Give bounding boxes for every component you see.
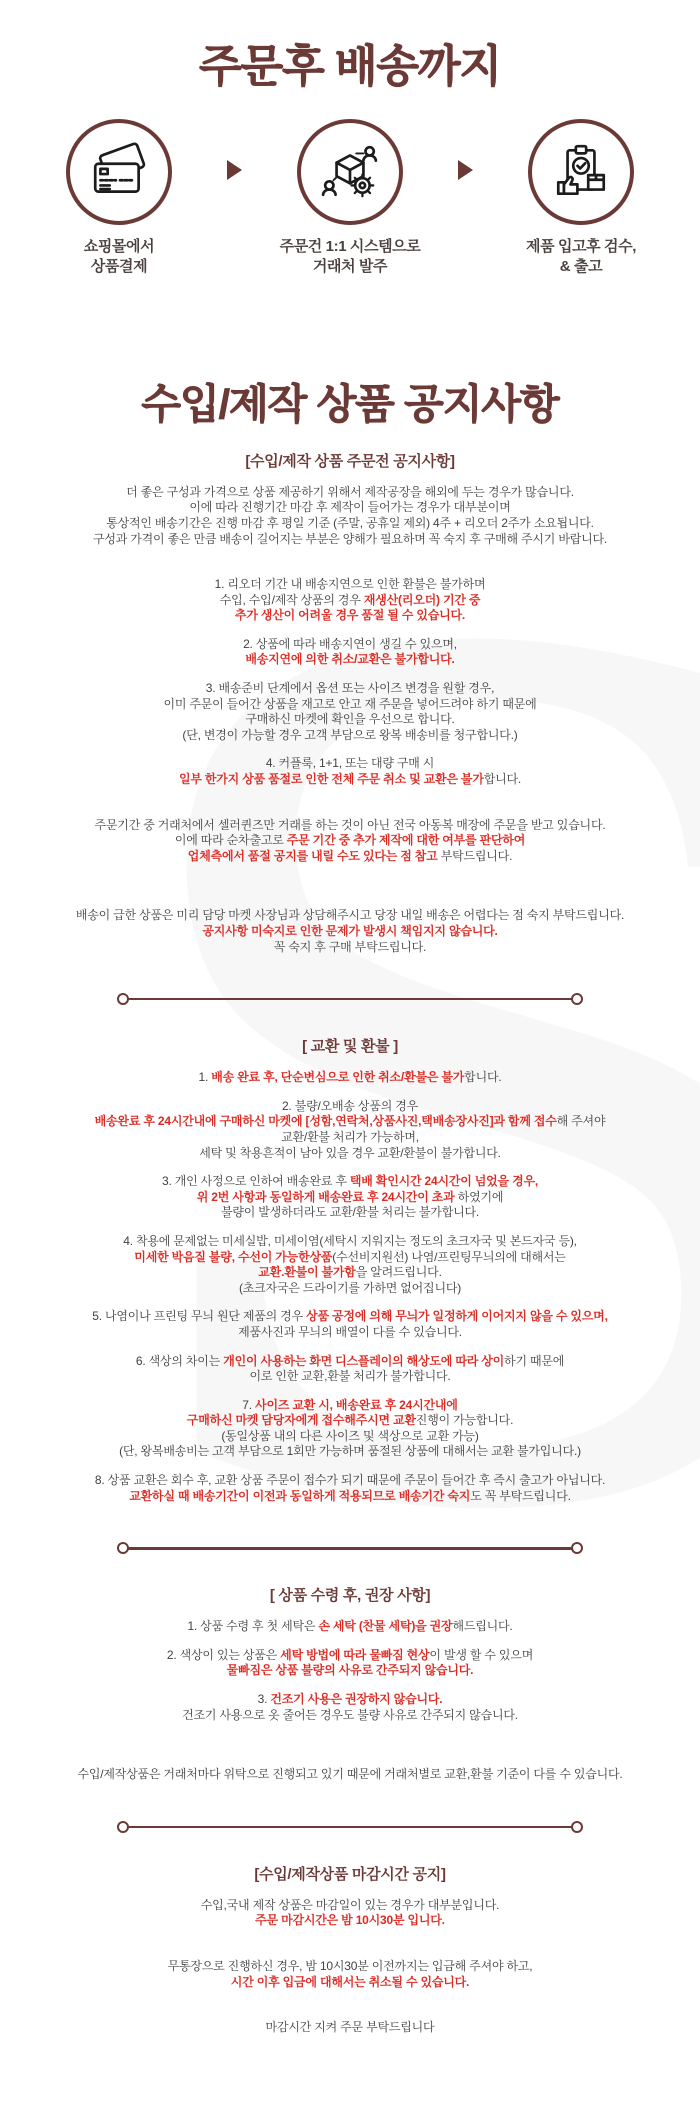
notice-paragraph — [30, 1174, 670, 1221]
section-heading: [수입/제작 상품 주문전 공지사항] — [245, 452, 455, 470]
text-segment: 구성과 가격이 좋은 만큼 배송이 길어지는 부분은 양해가 필요하며 꼭 숙지 후 구매해 주시기 바랍니다. — [92, 531, 608, 546]
text-segment: 교환/환불 처리가 가능하며, — [281, 1129, 419, 1144]
text-segment: 7. — [242, 1397, 256, 1412]
text-segment: 배송완료 후 24시간내에 구매하신 마켓에 [성함,연락처,상품사진,택배송장사진]과 함께 접수 — [94, 1114, 557, 1129]
text-segment: 1. 상품 수령 후 첫 세탁은 — [187, 1619, 319, 1634]
text-line — [30, 818, 670, 834]
section-divider — [117, 993, 583, 1005]
text-segment: 하기 때문에 — [504, 1353, 565, 1368]
text-segment: 4. 커플룩, 1+1, 또는 대량 구매 시 — [265, 756, 435, 771]
notice-paragraph — [30, 908, 670, 955]
section-divider — [117, 1542, 583, 1554]
notice-paragraph — [30, 1354, 670, 1385]
text-segment: 해드립니다. — [452, 1619, 513, 1634]
notice-paragraph — [30, 681, 670, 743]
text-segment: 수입/제작상품은 거래처마다 위탁으로 진행되고 있기 때문에 거래처별로 교환,환불 기준이 다를 수 있습니다. — [77, 1767, 623, 1782]
text-segment: 을 알려드립니다. — [355, 1265, 442, 1280]
text-segment: 공지사항 미숙지로 인한 문제가 발생시 책임지지 않습니다. — [202, 924, 498, 939]
step-label-line: 쇼핑몰에서 — [83, 237, 155, 255]
text-line — [30, 1369, 670, 1385]
divider-line — [128, 1826, 572, 1829]
step-order-system — [262, 119, 438, 277]
text-line — [30, 924, 670, 940]
notice-paragraph — [30, 485, 670, 547]
notice-section — [0, 450, 700, 955]
text-line — [30, 577, 670, 593]
text-segment: 세탁 및 착용흔적이 남아 있을 경우 교환/환불이 불가합니다. — [199, 1145, 501, 1160]
text-segment: 1. — [198, 1070, 212, 1085]
arrow-right-icon — [227, 160, 242, 180]
text-segment: 마감시간 지켜 주문 부탁드립니다 — [265, 2020, 435, 2035]
divider-dot — [571, 1821, 583, 1833]
text-line — [30, 1663, 670, 1679]
text-segment: 8. 상품 교환은 회수 후, 교환 상품 주문이 접수가 되기 때문에 주문이 들어간 후 즉시 출고가 아닙니다. — [94, 1473, 606, 1488]
text-segment: 교환.환불이 불가함 — [258, 1265, 356, 1280]
text-line — [30, 485, 670, 501]
notice-section — [0, 1035, 700, 1504]
divider-dot — [571, 993, 583, 1005]
notice-paragraph — [30, 637, 670, 668]
text-line — [30, 908, 670, 924]
text-segment: 해 주셔야 — [556, 1114, 606, 1129]
text-segment: 주문 기간 중 추가 제작에 대한 여부를 판단하여 — [286, 833, 526, 848]
notice-paragraph — [30, 1767, 670, 1783]
notice-title — [0, 381, 700, 428]
text-segment: 주문기간 중 거래처에서 셀러퀸즈만 거래를 하는 것이 아닌 전국 아동복 매장에 주문을 받고 있습니다. — [94, 817, 606, 832]
text-segment: 더 좋은 구성과 가격으로 상품 제공하기 위해서 제작공장을 해외에 두는 경우가 많습니다. — [126, 484, 574, 499]
text-segment: 이 발생 할 수 있으며 — [429, 1647, 534, 1662]
text-line — [30, 1250, 670, 1266]
text-segment: 건조기 사용은 권장하지 않습니다. — [270, 1692, 443, 1707]
notice-paragraph — [30, 1473, 670, 1504]
arrow-right-icon — [458, 160, 473, 180]
text-segment: 도 꼭 부탁드립니다. — [470, 1488, 571, 1503]
text-segment: 사이즈 교환 시, 배송완료 후 24시간내에 — [255, 1397, 458, 1412]
text-line — [30, 697, 670, 713]
text-line — [30, 772, 670, 788]
text-line — [30, 1692, 670, 1708]
text-line — [30, 2020, 670, 2036]
text-segment: 구매하신 마켓에 확인을 우선으로 합니다. — [245, 712, 455, 727]
text-segment: 3. — [257, 1692, 271, 1707]
step-label-line: 주문건 1:1 시스템으로 — [279, 237, 421, 255]
section-heading: [수입/제작상품 마감시간 공지] — [254, 1865, 446, 1883]
page-title-order-to-delivery — [0, 42, 700, 93]
notice-sections — [0, 450, 700, 2036]
text-line — [30, 1325, 670, 1341]
notice-paragraph — [30, 818, 670, 865]
notice-paragraph — [30, 1898, 670, 1929]
text-line — [30, 1309, 670, 1325]
text-line — [30, 1913, 670, 1929]
text-segment: 5. 나염이나 프린팅 무늬 원단 제품의 경우 — [92, 1309, 307, 1324]
text-segment: 건조기 사용으로 옷 줄어든 경우도 불량 사유로 간주되지 않습니다. — [182, 1707, 518, 1722]
text-line — [30, 1648, 670, 1664]
notice-paragraph — [30, 1619, 670, 1635]
text-segment: 배송지연에 의한 취소/교환은 불가합니다. — [245, 652, 455, 667]
text-segment: 이에 따라 순차출고로 — [174, 833, 287, 848]
text-line — [30, 833, 670, 849]
order-process-steps — [0, 119, 700, 277]
text-segment: (단, 왕복배송비는 고객 부담으로 1회만 가능하며 품절된 상품에 대해서는 교환 불가입니다.) — [119, 1444, 581, 1459]
text-segment: 1. 리오더 기간 내 배송지연으로 인한 환불은 불가하며 — [214, 577, 486, 592]
text-line — [30, 1413, 670, 1429]
notice-title-text: 수입/제작 상품 공지사항 — [141, 380, 559, 427]
text-line — [30, 1130, 670, 1146]
text-segment: 배송 완료 후, 단순변심으로 인한 취소/환불은 불가 — [211, 1070, 465, 1085]
notice-section — [0, 1584, 700, 1783]
notice-paragraph — [30, 577, 670, 624]
text-segment: 택배 확인시간 24시간이 넘었을 경우, — [349, 1174, 538, 1189]
notice-paragraph — [30, 1398, 670, 1460]
text-segment: 3. 개인 사정으로 인하여 배송완료 후 — [161, 1174, 350, 1189]
text-segment: 시간 이후 입금에 대해서는 취소될 수 있습니다. — [230, 1974, 470, 1989]
text-line — [30, 756, 670, 772]
notice-paragraph — [30, 1234, 670, 1296]
text-line — [30, 1146, 670, 1162]
step-label-line: 상품결제 — [90, 257, 148, 275]
text-segment: 3. 배송준비 단계에서 옵션 또는 사이즈 변경을 원할 경우, — [205, 681, 495, 696]
text-segment: 무통장으로 진행하신 경우, 밤 10시30분 이전까지는 입금해 주셔야 하고, — [167, 1959, 533, 1974]
text-segment: 2. 색상이 있는 상품은 — [166, 1647, 281, 1662]
step-payment — [31, 119, 207, 277]
text-segment: 합니다. — [464, 1070, 502, 1085]
text-segment: (초크자국은 드라이기를 가하면 없어집니다) — [238, 1280, 462, 1295]
text-segment: 불량이 발생하더라도 교환/환불 처리는 불가합니다. — [220, 1205, 480, 1220]
text-segment: 배송이 급한 상품은 미리 담당 마켓 사장님과 상담해주시고 당장 내일 배송은 어렵다는 점 숙지 부탁드립니다. — [75, 908, 625, 923]
text-segment: 업체측에서 품절 공지를 내릴 수도 있다는 점 참고 — [187, 848, 438, 863]
text-line — [30, 1489, 670, 1505]
credit-card-icon — [66, 119, 172, 225]
text-line — [30, 1114, 670, 1130]
step-label — [31, 237, 207, 277]
text-segment: 손 세탁 (찬물 세탁)을 권장 — [318, 1619, 453, 1634]
notice-paragraph — [30, 1648, 670, 1679]
text-line — [30, 681, 670, 697]
text-segment: 주문 마감시간은 밤 10시30분 입니다. — [255, 1913, 445, 1928]
text-segment: 위 2번 사항과 동일하게 배송완료 후 24시간이 초과 — [196, 1189, 455, 1204]
section-heading: [ 상품 수령 후, 권장 사항] — [269, 1587, 431, 1605]
text-segment: 2. 상품에 따라 배송지연이 생길 수 있으며, — [243, 636, 457, 651]
text-line — [30, 1473, 670, 1489]
text-segment: 상품 공정에 의해 무늬가 일정하게 이어지지 않을 수 있으며, — [306, 1309, 608, 1324]
section-divider — [117, 1821, 583, 1833]
text-line — [30, 1099, 670, 1115]
text-line — [30, 532, 670, 548]
text-line — [30, 1190, 670, 1206]
text-segment: 이에 따라 진행기간 마감 후 제작이 들어가는 경우가 대부분이며 — [189, 500, 511, 515]
text-segment: 구매하신 마켓 담당자에게 접수해주시면 교환 — [186, 1413, 416, 1428]
page-title-text: 주문후 배송까지 — [199, 42, 501, 91]
text-line — [30, 516, 670, 532]
text-segment: 재생산(리오더) 기간 중 — [363, 592, 481, 607]
text-line — [30, 1205, 670, 1221]
notice-paragraph — [30, 756, 670, 787]
text-segment: 이로 인한 교환,환불 처리가 불가합니다. — [249, 1369, 451, 1384]
notice-section — [0, 1863, 700, 2036]
divider-line — [128, 1547, 572, 1550]
text-segment: 이미 주문이 들어간 상품을 재고로 안고 재 주문을 넣어드려야 하기 때문에 — [163, 696, 537, 711]
step-label — [493, 237, 669, 277]
text-line — [30, 593, 670, 609]
text-line — [30, 1398, 670, 1414]
notice-paragraph — [30, 2020, 670, 2036]
text-line — [30, 608, 670, 624]
section-heading: [ 교환 및 환불 ] — [302, 1038, 398, 1056]
text-segment: 6. 색상의 차이는 — [135, 1353, 224, 1368]
text-segment: 2. 불량/오배송 상품의 경우 — [281, 1098, 419, 1113]
text-segment: (단, 변경이 가능할 경우 고객 부담으로 왕복 배송비를 청구합니다.) — [182, 727, 518, 742]
text-line — [30, 849, 670, 865]
text-line — [30, 1429, 670, 1445]
notice-paragraph — [30, 1309, 670, 1340]
text-segment: 통상적인 배송기간은 진행 마감 후 평일 기준 (주말, 공휴일 제외) 4주 + 리오더 2주가 소요됩니다. — [106, 515, 594, 530]
text-line — [30, 728, 670, 744]
step-label — [262, 237, 438, 277]
text-line — [30, 1234, 670, 1250]
text-segment: 수입,국내 제작 상품은 마감일이 있는 경우가 대부분입니다. — [200, 1897, 500, 1912]
notice-paragraph — [30, 1070, 670, 1086]
text-segment: 세탁 방법에 따라 물빠짐 현상 — [280, 1647, 430, 1662]
text-line — [30, 1959, 670, 1975]
text-segment: 합니다. — [483, 772, 522, 787]
text-line — [30, 637, 670, 653]
text-segment: 추가 생산이 어려울 경우 품절 될 수 있습니다. — [234, 608, 466, 623]
text-segment: 교환하실 때 배송기간이 이전과 동일하게 적용되므로 배송기간 숙지 — [129, 1488, 471, 1503]
text-line — [30, 1898, 670, 1914]
text-segment: 진행이 가능합니다. — [415, 1413, 514, 1428]
text-segment: 물빠짐은 상품 불량의 사유로 간주되지 않습니다. — [226, 1663, 474, 1678]
notice-paragraph — [30, 1099, 670, 1161]
divider-dot — [571, 1542, 583, 1554]
text-line — [30, 1174, 670, 1190]
text-segment: 제품사진과 무늬의 배열이 다를 수 있습니다. — [238, 1324, 462, 1339]
text-line — [30, 1767, 670, 1783]
text-segment: 수입, 수입/제작 상품의 경우 — [219, 592, 364, 607]
text-line — [30, 1975, 670, 1991]
text-line — [30, 1265, 670, 1281]
text-segment: 꼭 숙지 후 구매 부탁드립니다. — [273, 939, 427, 954]
text-line — [30, 1619, 670, 1635]
text-line — [30, 1070, 670, 1086]
step-label-line: 거래처 발주 — [312, 257, 388, 275]
text-line — [30, 1444, 670, 1460]
notice-paragraph — [30, 1959, 670, 1990]
text-segment: 4. 착용에 문제없는 미세실밥, 미세이염(세탁시 지워지는 정도의 초크자국 및 본드자국 등), — [123, 1233, 577, 1248]
text-segment: 하였기에 — [454, 1189, 504, 1204]
step-label-line: & 출고 — [559, 257, 603, 275]
text-line — [30, 1354, 670, 1370]
step-label-line: 제품 입고후 검수, — [526, 237, 636, 255]
text-line — [30, 940, 670, 956]
text-segment: (동일상품 내의 다른 사이즈 및 색상으로 교환 가능) — [221, 1428, 479, 1443]
order-system-icon — [297, 119, 403, 225]
text-line — [30, 500, 670, 516]
step-inspection-shipping — [493, 119, 669, 277]
text-line — [30, 652, 670, 668]
notice-paragraph — [30, 1692, 670, 1723]
divider-line — [128, 998, 572, 1001]
text-segment: 부탁드립니다. — [437, 848, 513, 863]
text-line — [30, 1281, 670, 1297]
text-line — [30, 712, 670, 728]
text-line — [30, 1708, 670, 1724]
inspection-shipping-icon — [528, 119, 634, 225]
text-segment: 미세한 박음질 불량, 수선이 가능한상품 — [134, 1249, 333, 1264]
text-segment: 개인이 사용하는 화면 디스플레이의 해상도에 따라 상이 — [223, 1353, 505, 1368]
text-segment: (수선비지원선) 나염/프린팅무늬의에 대해서는 — [332, 1249, 566, 1264]
text-segment: 일부 한가지 상품 품절로 인한 전체 주문 취소 및 교환은 불가 — [178, 772, 484, 787]
